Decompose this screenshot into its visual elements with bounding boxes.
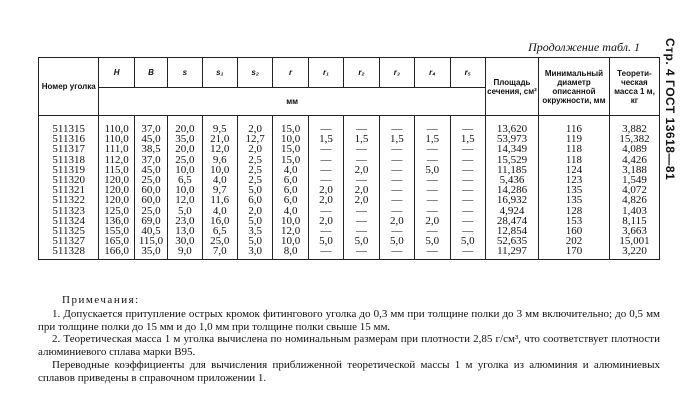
table-cell: 5,0 — [168, 206, 202, 216]
table-cell: 2,0 — [344, 185, 379, 195]
table-cell: 21,0 — [202, 134, 237, 144]
table-cell: 511327 — [39, 236, 99, 246]
table-cell: 5,0 — [344, 236, 379, 246]
header-r5: r₅ — [450, 58, 485, 88]
table-cell: — — [344, 155, 379, 165]
table-cell: — — [308, 246, 343, 259]
table-cell: 3,0 — [237, 246, 272, 259]
table-cell: — — [379, 144, 414, 154]
table-cell: 6,5 — [202, 226, 237, 236]
table-cell: 2,5 — [237, 175, 272, 185]
table-cell: 9,0 — [168, 246, 202, 259]
header-s: s — [168, 58, 202, 88]
table-cell: 4,0 — [202, 206, 237, 216]
table-cell: 135 — [539, 185, 610, 195]
table-cell: 5,0 — [450, 236, 485, 246]
table-cell: 4,0 — [273, 206, 308, 216]
table-cell: — — [415, 116, 450, 135]
table-cell: 511317 — [39, 144, 99, 154]
table-cell: 4,0 — [273, 165, 308, 175]
table-cell: 2,0 — [308, 185, 343, 195]
header-r4: r₄ — [415, 58, 450, 88]
table-cell: 160 — [539, 226, 610, 236]
table-cell: 15,001 — [609, 236, 659, 246]
table-cell: 2,0 — [308, 216, 343, 226]
table-cell: — — [344, 175, 379, 185]
table-cell: 35,0 — [168, 134, 202, 144]
table-cell: 12,0 — [202, 144, 237, 154]
table-cell: 511319 — [39, 165, 99, 175]
table-cell: 12,0 — [273, 226, 308, 236]
table-cell: 15,382 — [609, 134, 659, 144]
header-area: Площадь сечения, см² — [485, 58, 538, 116]
table-cell: 6,0 — [237, 195, 272, 205]
notes-title: Примечания: — [62, 294, 140, 306]
table-cell: — — [344, 206, 379, 216]
table-cell: 45,0 — [134, 134, 167, 144]
table-cell: 35,0 — [134, 246, 167, 259]
table-cell: 119 — [539, 134, 610, 144]
header-H: H — [99, 58, 134, 88]
table-cell: — — [450, 175, 485, 185]
table-cell: 15,0 — [273, 155, 308, 165]
notes-block — [38, 294, 660, 385]
table-cell: 2,0 — [344, 195, 379, 205]
table-cell: — — [379, 155, 414, 165]
table-cell: — — [450, 155, 485, 165]
table-cell: 9,5 — [202, 116, 237, 135]
table-cell: — — [450, 185, 485, 195]
table-row — [39, 246, 660, 259]
table-cell: 13,0 — [168, 226, 202, 236]
table-cell: 12,7 — [237, 134, 272, 144]
table-cell: — — [344, 226, 379, 236]
header-s1: s₁ — [202, 58, 237, 88]
table-cell: 115,0 — [134, 236, 167, 246]
table-cell: 52,635 — [485, 236, 538, 246]
table-cell: 6,0 — [273, 195, 308, 205]
table-cell: 511315 — [39, 116, 99, 135]
table-cell: 511323 — [39, 206, 99, 216]
table-cell: 511318 — [39, 155, 99, 165]
table-cell: — — [415, 144, 450, 154]
table-cell: 60,0 — [134, 195, 167, 205]
table-cell: 9,7 — [202, 185, 237, 195]
table-cell: 25,0 — [134, 175, 167, 185]
header-mass: Теоретическая масса 1 м, кг — [609, 58, 659, 116]
table-cell: — — [415, 226, 450, 236]
table-cell: — — [344, 246, 379, 259]
table-cell: 3,220 — [609, 246, 659, 259]
table-cell: — — [379, 165, 414, 175]
header-r2: r₂ — [344, 58, 379, 88]
header-diameter: Минимальный диаметр описанной окружности, мм — [539, 58, 610, 116]
table-cell: — — [379, 185, 414, 195]
table-cell: 6,0 — [273, 185, 308, 195]
table-cell: 6,0 — [273, 175, 308, 185]
table-cell: 2,0 — [308, 195, 343, 205]
table-cell: 118 — [539, 144, 610, 154]
note-1: 1. Допускается притупление острых кромок фитингового уголка до 0,3 мм при толщине полки до 3 мм включительно; до 0,5 мм при толщине полки до 15 мм и до 1,0 мм при толщине полки свыше 15 мм. — [38, 307, 660, 333]
table-cell: 37,0 — [134, 155, 167, 165]
table-cell: 511325 — [39, 226, 99, 236]
table-cell: 10,0 — [273, 216, 308, 226]
table-cell: 120,0 — [99, 175, 134, 185]
table-body — [39, 116, 660, 260]
table-cell: 2,5 — [237, 165, 272, 175]
table-cell: — — [308, 144, 343, 154]
table-cell: 155,0 — [99, 226, 134, 236]
table-cell: — — [308, 116, 343, 135]
table-cell: 28,474 — [485, 216, 538, 226]
table-cell: 69,0 — [134, 216, 167, 226]
table-cell: 112,0 — [99, 155, 134, 165]
table-cell: — — [379, 116, 414, 135]
table-cell: 10,0 — [202, 165, 237, 175]
table-cell: 4,924 — [485, 206, 538, 216]
table-cell: — — [450, 216, 485, 226]
table-cell: 4,089 — [609, 144, 659, 154]
table-cell: 116 — [539, 116, 610, 135]
page-side-header: Стр. 4 ГОСТ 13618—81 — [663, 38, 677, 181]
table-cell: 8,0 — [273, 246, 308, 259]
table-cell: 110,0 — [99, 116, 134, 135]
table-cell: 40,5 — [134, 226, 167, 236]
table-cell: — — [415, 175, 450, 185]
table-cell: 25,0 — [168, 155, 202, 165]
table-cell: 1,5 — [450, 134, 485, 144]
header-r: r — [273, 58, 308, 88]
table-cell: 153 — [539, 216, 610, 226]
table-cell: — — [344, 144, 379, 154]
table-cell: 15,529 — [485, 155, 538, 165]
table-cell: 15,0 — [273, 144, 308, 154]
table-cell: 2,0 — [237, 206, 272, 216]
table-cell: 1,5 — [415, 134, 450, 144]
table-cell: — — [308, 175, 343, 185]
table-cell: 38,5 — [134, 144, 167, 154]
table-cell: 511328 — [39, 246, 99, 259]
table-cell: 5,0 — [237, 236, 272, 246]
header-profile-number: Номер уголка — [39, 58, 99, 116]
table-cell: 1,5 — [379, 134, 414, 144]
table-cell: 25,0 — [202, 236, 237, 246]
table-cell: 4,426 — [609, 155, 659, 165]
table-cell: 170 — [539, 246, 610, 259]
table-cell: 4,0 — [202, 175, 237, 185]
table-cell: 5,0 — [415, 165, 450, 175]
table-cell: 5,0 — [237, 216, 272, 226]
table-cell: 10,0 — [273, 236, 308, 246]
table-cell: 2,0 — [237, 144, 272, 154]
header-unit-mm: мм — [99, 88, 486, 116]
table-cell: 202 — [539, 236, 610, 246]
table-cell: 6,5 — [168, 175, 202, 185]
table-cell: — — [450, 144, 485, 154]
table-cell: 13,620 — [485, 116, 538, 135]
table-cell: 125,0 — [99, 206, 134, 216]
table-cell: — — [450, 116, 485, 135]
table-continuation-caption: Продолжение табл. 1 — [528, 40, 640, 54]
table-cell: 511324 — [39, 216, 99, 226]
table-cell: 20,0 — [168, 116, 202, 135]
table-cell: 11,6 — [202, 195, 237, 205]
table-cell: 3,882 — [609, 116, 659, 135]
table-cell: 3,188 — [609, 165, 659, 175]
table-cell: — — [379, 246, 414, 259]
table-cell: 135 — [539, 195, 610, 205]
table-cell: — — [450, 165, 485, 175]
table-cell: 45,0 — [134, 165, 167, 175]
table-cell: — — [344, 116, 379, 135]
table-cell: 25,0 — [134, 206, 167, 216]
table-cell: 8,115 — [609, 216, 659, 226]
table-cell: 20,0 — [168, 144, 202, 154]
table-cell: — — [379, 226, 414, 236]
table-cell: 1,5 — [344, 134, 379, 144]
table-cell: 37,0 — [134, 116, 167, 135]
table-cell: — — [308, 226, 343, 236]
table-cell: — — [415, 185, 450, 195]
table-cell: 511321 — [39, 185, 99, 195]
table-cell: 5,0 — [308, 236, 343, 246]
table-cell: 5,0 — [415, 236, 450, 246]
table-cell: 2,0 — [237, 116, 272, 135]
table-cell: — — [450, 226, 485, 236]
table-cell: — — [344, 216, 379, 226]
table-cell: 12,854 — [485, 226, 538, 236]
table-cell: — — [415, 195, 450, 205]
table-cell: 4,826 — [609, 195, 659, 205]
table-cell: — — [308, 206, 343, 216]
table-cell: 5,436 — [485, 175, 538, 185]
table-cell: 2,0 — [379, 216, 414, 226]
table-cell: 165,0 — [99, 236, 134, 246]
table-cell: — — [415, 246, 450, 259]
table-cell: 30,0 — [168, 236, 202, 246]
table-cell: 12,0 — [168, 195, 202, 205]
header-B: B — [134, 58, 167, 88]
table-cell: 511320 — [39, 175, 99, 185]
note-3: Переводные коэффициенты для вычисления приближенной теоретической массы 1 м уголка из алюминия и алюминиевых сплавов приведены в справочном приложении 1. — [38, 358, 660, 384]
table-cell: 53,973 — [485, 134, 538, 144]
note-2: 2. Теоретическая масса 1 м уголка вычислена по номинальным размерам при плотности 2,85 г/см³, что соответствует плотности алюминиевого сплава марки В95. — [38, 333, 660, 359]
table-cell: — — [450, 246, 485, 259]
table-cell: — — [379, 175, 414, 185]
table-cell: 511322 — [39, 195, 99, 205]
table-cell: — — [308, 155, 343, 165]
table-cell: 14,286 — [485, 185, 538, 195]
table-cell: — — [415, 155, 450, 165]
table-cell: 120,0 — [99, 195, 134, 205]
table-cell: 128 — [539, 206, 610, 216]
table-cell: 3,5 — [237, 226, 272, 236]
table-cell: 110,0 — [99, 134, 134, 144]
table-cell: 166,0 — [99, 246, 134, 259]
table-cell: 118 — [539, 155, 610, 165]
table-cell: 11,185 — [485, 165, 538, 175]
table-cell: 10,0 — [168, 185, 202, 195]
table-cell: 4,072 — [609, 185, 659, 195]
table-cell: 9,6 — [202, 155, 237, 165]
table-cell: 3,663 — [609, 226, 659, 236]
table-cell: — — [379, 195, 414, 205]
table-cell: 111,0 — [99, 144, 134, 154]
table-cell: 7,0 — [202, 246, 237, 259]
table-cell: 10,0 — [168, 165, 202, 175]
header-s2: s₂ — [237, 58, 272, 88]
table-cell: 136,0 — [99, 216, 134, 226]
table-cell: 14,349 — [485, 144, 538, 154]
table-cell: 11,297 — [485, 246, 538, 259]
table-cell: 115,0 — [99, 165, 134, 175]
table-cell: 5,0 — [379, 236, 414, 246]
table-cell: — — [379, 206, 414, 216]
table-cell: 16,932 — [485, 195, 538, 205]
table-cell: 60,0 — [134, 185, 167, 195]
table-cell: — — [415, 206, 450, 216]
table-cell: — — [450, 206, 485, 216]
table-cell: 1,5 — [308, 134, 343, 144]
table-cell: 10,0 — [273, 134, 308, 144]
table-cell: 23,0 — [168, 216, 202, 226]
table-cell: 16,0 — [202, 216, 237, 226]
table-cell: 2,0 — [344, 165, 379, 175]
table-row — [39, 116, 660, 135]
table-cell: 123 — [539, 175, 610, 185]
table-cell: — — [450, 195, 485, 205]
table-cell: 511316 — [39, 134, 99, 144]
table-cell: 1,549 — [609, 175, 659, 185]
table-cell: 2,5 — [237, 155, 272, 165]
table-cell: 124 — [539, 165, 610, 175]
table-cell: 5,0 — [237, 185, 272, 195]
angle-dimensions-table — [38, 57, 660, 260]
table-cell: 1,403 — [609, 206, 659, 216]
table-cell: 2,0 — [415, 216, 450, 226]
table-cell: — — [308, 165, 343, 175]
table-cell: 15,0 — [273, 116, 308, 135]
table-cell: 120,0 — [99, 185, 134, 195]
header-r3: r₃ — [379, 58, 414, 88]
header-r1: r₁ — [308, 58, 343, 88]
